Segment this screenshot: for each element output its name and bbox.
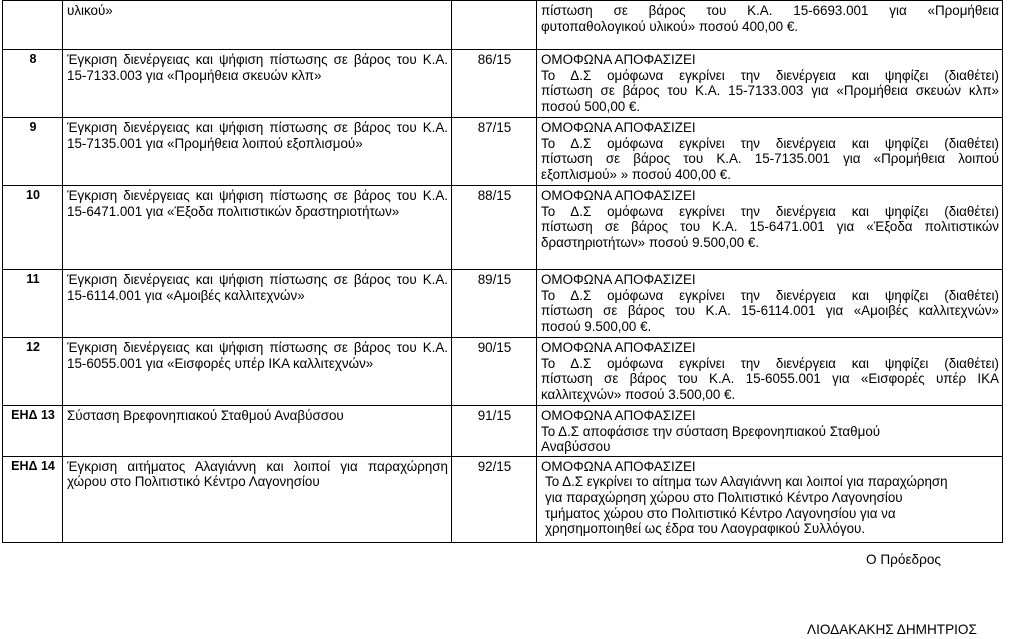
decision-line: Το Δ.Σ εγκρίνει το αίτημα των Αλαγιάννη και λοιποί για παραχώρηση <box>545 474 948 490</box>
decision-line: Το Δ.Σ ομόφωνα εγκρίνει την διενέργεια και ψηφίζει (διαθέτει) <box>541 67 999 83</box>
decision-line: πίστωση σε βάρος του Κ.Α. 15-7135.001 για «Προμήθεια λοιπού <box>541 151 999 167</box>
decision-text <box>537 1 1003 50</box>
decision-text <box>537 118 1003 186</box>
president-label: Ο Πρόεδρος <box>866 552 941 567</box>
table-row <box>3 50 1003 118</box>
decision-text <box>537 338 1003 406</box>
decision-number: 88/15 <box>452 186 537 270</box>
decision-number: 89/15 <box>452 270 537 338</box>
decision-line: πίστωση σε βάρος του Κ.Α. 15-6693.001 για «Προμήθεια <box>541 3 999 18</box>
decision-line: τμήματος χώρου στο Πολιτιστικό Κέντρο Λαγονησίου για να <box>545 505 896 521</box>
item-subject: υλικού» <box>63 1 452 50</box>
table-row <box>3 338 1003 406</box>
item-number: 11 <box>3 270 63 338</box>
item-number: 12 <box>3 338 63 406</box>
decision-text <box>537 186 1003 270</box>
decision-number: 91/15 <box>452 406 537 457</box>
decision-line: εξοπλισμού» » ποσού 400,00 €. <box>541 166 731 182</box>
decision-text <box>537 456 1003 542</box>
decision-line: Το Δ.Σ ομόφωνα εγκρίνει την διενέργεια και ψηφίζει (διαθέτει) <box>541 135 999 151</box>
decision-text <box>537 50 1003 118</box>
decision-line: καλλιτεχνών» ποσού 3.500,00 €. <box>541 386 736 402</box>
item-subject: Έγκριση διενέργειας και ψήφιση πίστωσης σε βάρος του Κ.Α. 15-6055.001 για «Εισφορές υπέρ ΙΚΑ καλλιτεχνών» <box>63 338 452 406</box>
decision-line: πίστωση σε βάρος του Κ.Α. 15-6471.001 για «Έξοδα πολιτιστικών <box>541 219 999 235</box>
table-row <box>3 456 1003 542</box>
item-number: 8 <box>3 50 63 118</box>
decision-heading: ΟΜΟΦΩΝΑ ΑΠΟΦΑΣΙΖΕΙ <box>541 458 696 474</box>
decision-line: φυτοπαθολογικού υλικού» ποσού 400,00 €. <box>541 18 798 34</box>
item-subject: Έγκριση διενέργειας και ψήφιση πίστωσης σε βάρος του Κ.Α. 15-7135.001 για «Προμήθεια λοιπού εξοπλισμού» <box>63 118 452 186</box>
item-number: 9 <box>3 118 63 186</box>
item-subject: Έγκριση αιτήματος Αλαγιάννη και λοιποί για παραχώρηση χώρου στο Πολιτιστικό Κέντρο Λαγονησίου <box>63 456 452 542</box>
decision-line: ποσού 9.500,00 €. <box>541 318 652 334</box>
decision-number: 92/15 <box>452 456 537 542</box>
item-subject: Έγκριση διενέργειας και ψήφιση πίστωσης σε βάρος του Κ.Α. 15-7133.003 για «Προμήθεια σκευών κλπ» <box>63 50 452 118</box>
decision-line: δραστηριοτήτων» ποσού 9.500,00 €. <box>541 234 760 250</box>
item-number <box>3 1 63 50</box>
decision-text <box>537 406 1003 457</box>
item-number: 10 <box>3 186 63 270</box>
decision-heading: ΟΜΟΦΩΝΑ ΑΠΟΦΑΣΙΖΕΙ <box>541 52 696 67</box>
decision-line: Το Δ.Σ ομόφωνα εγκρίνει την διενέργεια και ψηφίζει (διαθέτει) <box>541 355 999 371</box>
decision-heading: ΟΜΟΦΩΝΑ ΑΠΟΦΑΣΙΖΕΙ <box>541 340 696 355</box>
decision-text <box>537 270 1003 338</box>
decision-heading: ΟΜΟΦΩΝΑ ΑΠΟΦΑΣΙΖΕΙ <box>541 408 696 423</box>
item-number: ΕΗΔ 14 <box>3 456 63 542</box>
decision-line: Το Δ.Σ ομόφωνα εγκρίνει την διενέργεια και ψηφίζει (διαθέτει) <box>541 203 999 219</box>
president-name: ΛΙΟΔΑΚΑΚΗΣ ΔΗΜΗΤΡΙΟΣ <box>807 622 977 637</box>
item-subject: Σύσταση Βρεφονηπιακού Σταθμού Αναβύσσου <box>63 406 452 457</box>
decision-line: πίστωση σε βάρος του Κ.Α. 15-6114.001 για «Αμοιβές καλλιτεχνών» <box>541 303 999 319</box>
item-number: ΕΗΔ 13 <box>3 406 63 457</box>
decision-line: ποσού 500,00 €. <box>541 98 641 114</box>
table-row <box>3 406 1003 457</box>
decision-line: πίστωση σε βάρος του Κ.Α. 15-7133.003 για «Προμήθεια σκευών κλπ» <box>541 83 999 99</box>
decision-number: 86/15 <box>452 50 537 118</box>
table-row <box>3 118 1003 186</box>
decision-line: για παραχώρηση χώρου στο Πολιτιστικό Κέντρο Λαγονησίου <box>545 489 903 505</box>
decision-number: 87/15 <box>452 118 537 186</box>
item-subject: Έγκριση διενέργειας και ψήφιση πίστωσης σε βάρος του Κ.Α. 15-6114.001 για «Αμοιβές καλλιτεχνών» <box>63 270 452 338</box>
table-row <box>3 270 1003 338</box>
table-row <box>3 1 1003 50</box>
decision-heading: ΟΜΟΦΩΝΑ ΑΠΟΦΑΣΙΖΕΙ <box>541 120 696 135</box>
decision-line: Αναβύσσου <box>541 439 611 455</box>
decisions-table <box>2 0 1003 543</box>
decision-line: χρησημοποιηθεί ως έδρα του Λαογραφικού Συλλόγου. <box>545 521 866 537</box>
decision-line: Το Δ.Σ ομόφωνα εγκρίνει την διενέργεια και ψηφίζει (διαθέτει) <box>541 287 999 303</box>
decision-number: 90/15 <box>452 338 537 406</box>
item-subject: Έγκριση διενέργειας και ψήφιση πίστωσης σε βάρος του Κ.Α. 15-6471.001 για «Έξοδα πολιτιστικών δραστηριοτήτων» <box>63 186 452 270</box>
decision-number <box>452 1 537 50</box>
decision-line: πίστωση σε βάρος του Κ.Α. 15-6055.001 για «Εισφορές υπέρ ΙΚΑ <box>541 371 999 387</box>
decision-heading: ΟΜΟΦΩΝΑ ΑΠΟΦΑΣΙΖΕΙ <box>541 272 696 287</box>
decision-heading: ΟΜΟΦΩΝΑ ΑΠΟΦΑΣΙΖΕΙ <box>541 188 696 203</box>
table-row <box>3 186 1003 270</box>
decision-line: Το Δ.Σ αποφάσισε την σύσταση Βρεφονηπιακού Σταθμού <box>541 423 881 439</box>
